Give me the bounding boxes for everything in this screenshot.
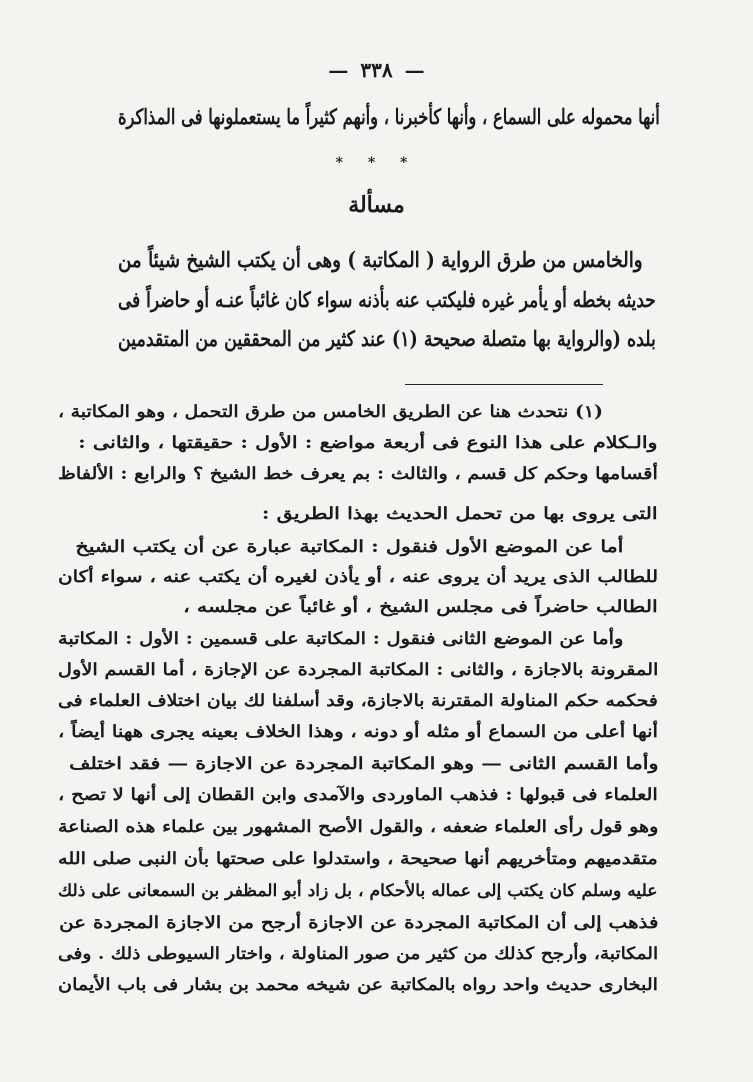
page-number-header bbox=[0, 58, 753, 82]
footnote-line: العلماء فى قبولها : فذهب الماوردى والآمدى وابن القطان إلى أنها لا تصح ، bbox=[58, 785, 658, 804]
footnote-line: متقدميهم ومتأخريهم أنها صحيحة ، واستدلوا على صحتها بأن النبى صلى الله bbox=[58, 849, 658, 868]
opening-line: أنها محموله على السماع ، وأنها كأخبرنا ، وأنهم كثيراً ما يستعملونها فى المذاكرة bbox=[118, 104, 660, 129]
footnote-line: (١) نتحدث هنا عن الطريق الخامس من طرق التحمل ، وهو المكاتبة ، bbox=[58, 402, 603, 421]
footnote-line: أما عن الموضع الأول فنقول : المكاتبة عبارة عن أن يكتب الشيخ bbox=[74, 537, 623, 556]
footnote-line: وأما عن الموضع الثانى فنقول : المكاتبة على قسمين : الأول : المكاتبة bbox=[57, 629, 623, 648]
footnote-line: أقسامها وحكم كل قسم ، والثالث : بم يعرف خط الشيخ ؟ والرابع : الألفاظ bbox=[58, 464, 658, 483]
section-heading: مسألة bbox=[348, 192, 405, 218]
footnote-line: وهو قول رأى العلماء ضعفه ، والقول الأصح المشهور بين علماء هذه الصناعة bbox=[57, 817, 658, 836]
body-line: والخامس من طرق الرواية ( المكاتبة ) وهى أن يكتب الشيخ شيئاً من bbox=[118, 247, 643, 272]
footnote-line: عليه وسلم كان يكتب إلى عماله بالأحكام ، بل زاد أبو المظفر بن السمعانى على ذلك bbox=[58, 881, 658, 900]
dash-left: — bbox=[328, 58, 349, 82]
footnote-divider bbox=[405, 384, 603, 385]
footnote-line: التى يروى بها من تحمل الحديث بهذا الطريق : bbox=[262, 504, 658, 523]
footnote-line: البخارى حديث واحد رواه بالمكاتبة عن شيخه محمد بن بشار فى باب الأيمان bbox=[58, 975, 658, 994]
footnote-line: والـكلام على هذا النوع فى أربعة مواضع : الأول : حقيقتها ، والثانى : bbox=[78, 433, 658, 452]
dash-right: — bbox=[404, 58, 425, 82]
page-number: ٣٣٨ bbox=[360, 58, 393, 82]
footnote-line: أنها أعلى من السماع أو مثله أو دونه ، وهذا الخلاف بعينه يجرى ههنا أيضاً ، bbox=[58, 722, 658, 741]
section-separator: * * * bbox=[335, 155, 418, 171]
footnote-line: وأما القسم الثانى — وهو المكاتبة المجردة عن الاجازة — فقد اختلف bbox=[68, 754, 658, 773]
footnote-line: الطالب حاضراً فى مجلس الشيخ ، أو غائباً عن مجلسه ، bbox=[183, 597, 658, 616]
body-line: حديثه بخطه أو يأمر غيره فليكتب عنه بأذنه سواء كان غائباً عنـه أو حاضراً فى bbox=[118, 287, 656, 312]
footnote-line: فذهب إلى أن المكاتبة المجردة عن الاجازة أرجح من الاجازة المجردة عن bbox=[58, 913, 658, 932]
footnote-line: فحكمه حكم المناولة المقترنة بالاجازة، وقد أسلفنا لك بيان اختلاف العلماء فى bbox=[58, 691, 658, 710]
body-line: بلده (والرواية بها متصلة صحيحة (١) عند كثير من المحققين من المتقدمين bbox=[118, 326, 656, 351]
footnote-line: المقرونة بالاجازة ، والثانى : المكاتبة المجردة عن الإجازة ، أما القسم الأول bbox=[57, 660, 658, 679]
footnote-line: للطالب الذى يريد أن يروى عنه ، أو يأذن لغيره أن يكتب عنه ، سواء أكان bbox=[57, 567, 658, 586]
footnote-line: المكاتبة، وأرجح كذلك من كثير من صور المناولة ، واختار السيوطى ذلك . وفى bbox=[57, 944, 658, 963]
